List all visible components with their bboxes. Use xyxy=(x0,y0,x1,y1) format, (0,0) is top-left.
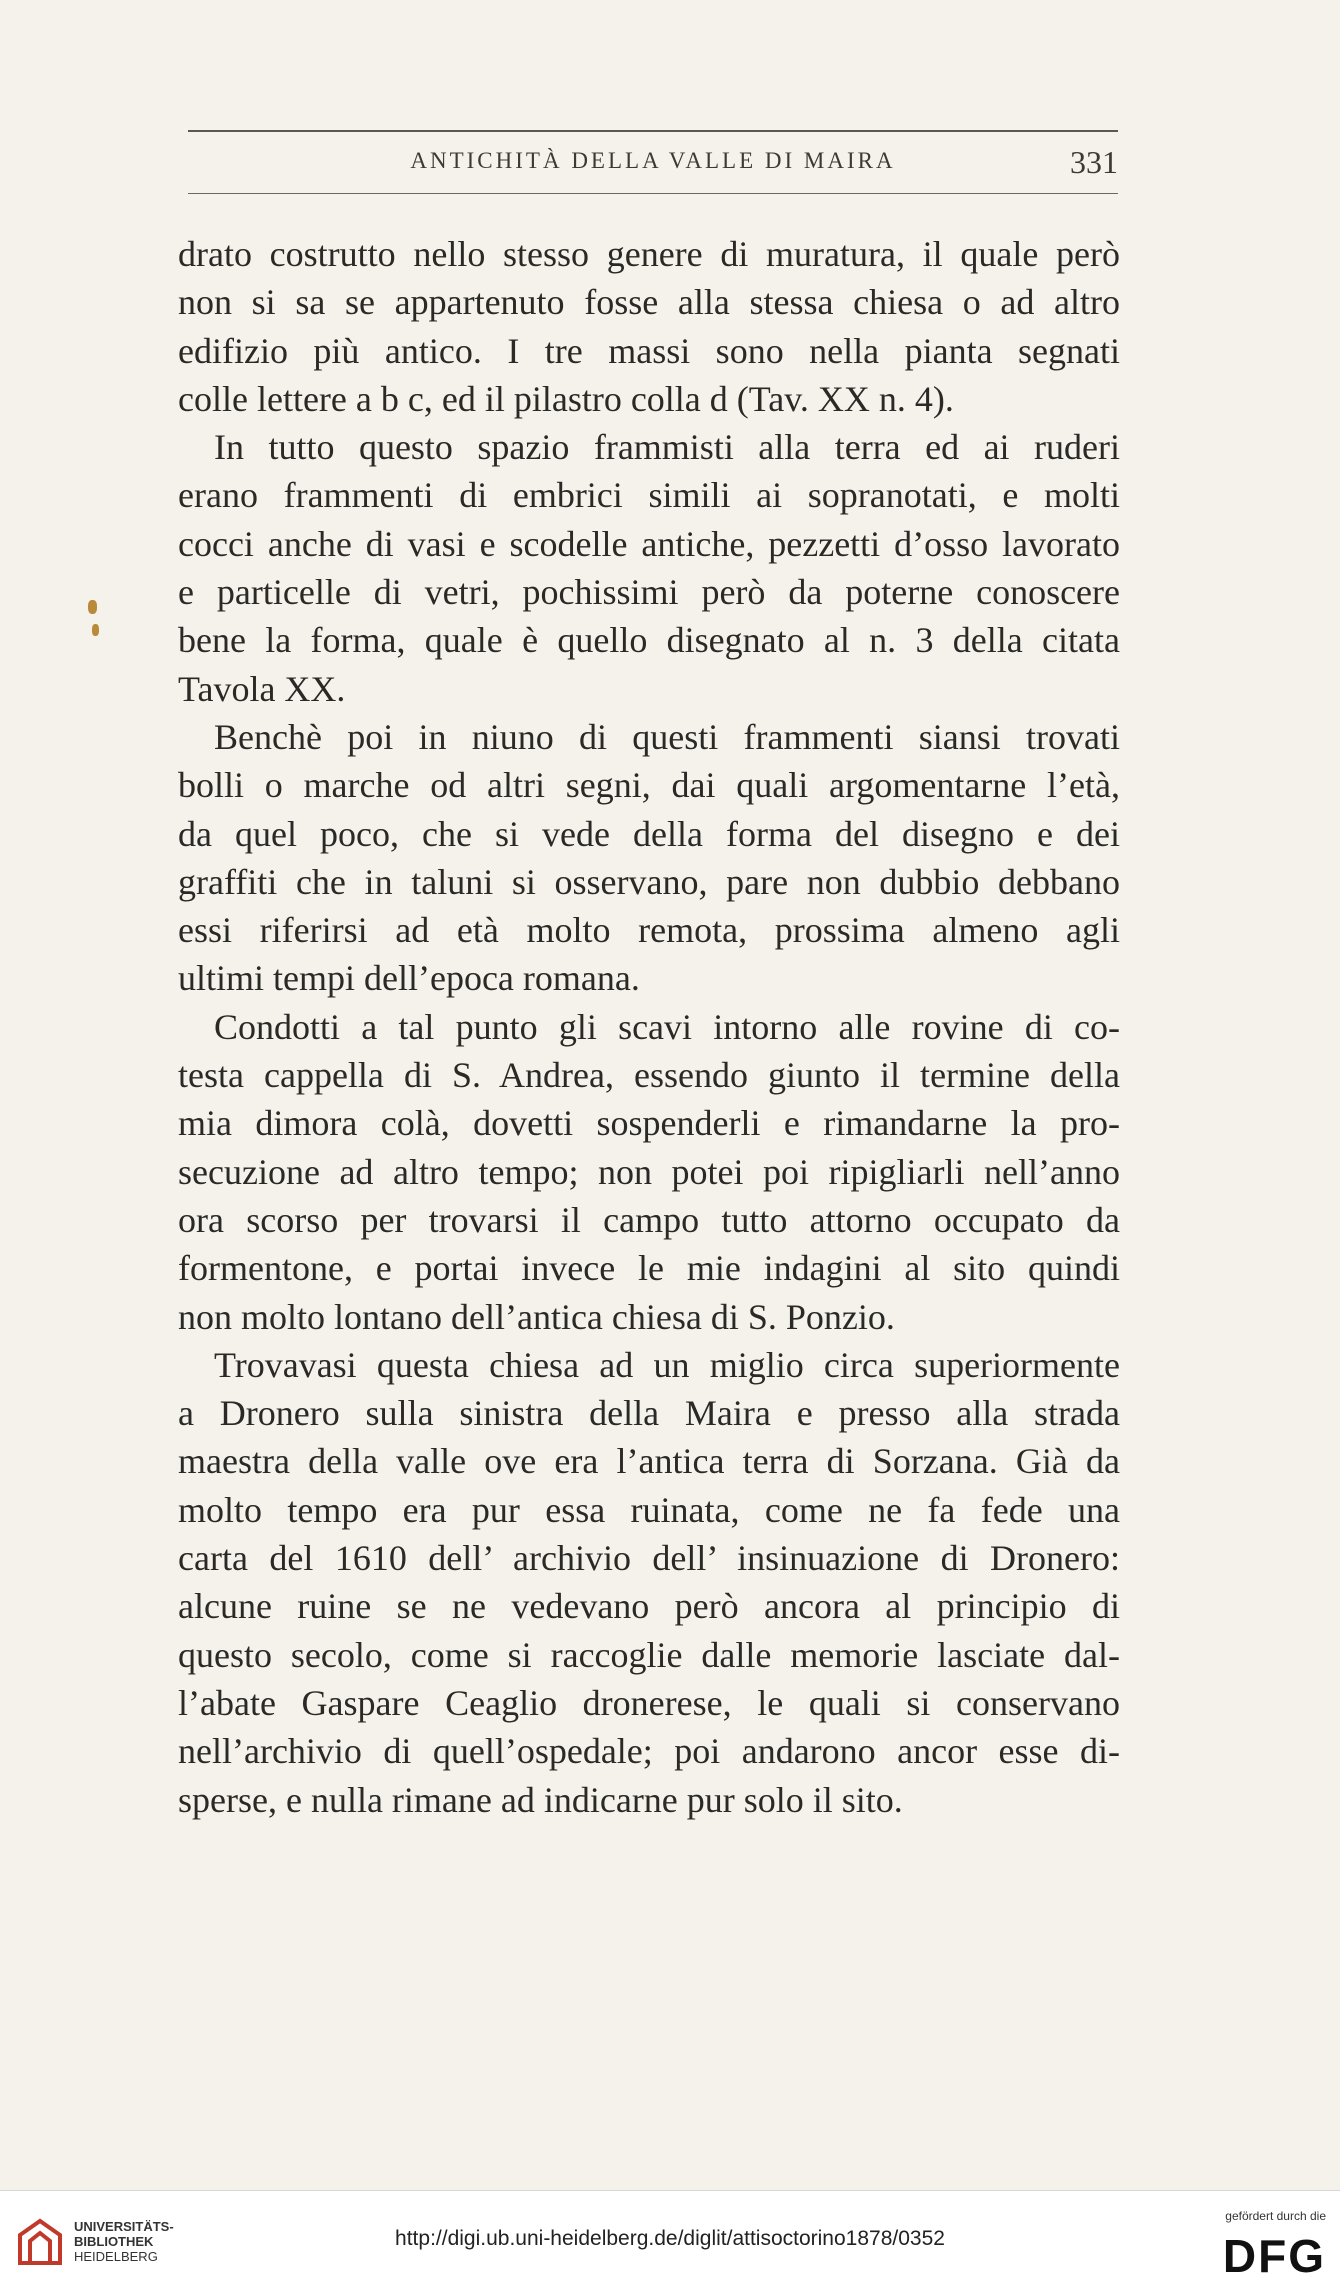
text-line: questo secolo, come si raccoglie dalle memorie lasciate dal- xyxy=(178,1634,1120,1675)
paragraph xyxy=(178,1003,1120,1341)
text-line: colle lettere a b c, ed il pilastro colla d (Tav. XX n. 4). xyxy=(178,378,954,419)
text-line: e particelle di vetri, pochissimi però da poterne conoscere xyxy=(178,572,1120,613)
paragraph xyxy=(178,1341,1120,1824)
page-number: 331 xyxy=(1070,144,1118,180)
running-title: ANTICHITÀ DELLA VALLE DI MAIRA xyxy=(410,148,896,173)
text-line: Benchè poi in niuno di questi frammenti siansi trovati xyxy=(214,716,1120,757)
paragraph xyxy=(178,423,1120,713)
text-line: nell’archivio di quell’ospedale; poi andarono ancor esse di- xyxy=(178,1731,1120,1772)
text-line: In tutto questo spazio frammisti alla terra ed ai ruderi xyxy=(214,427,1120,468)
text-line: mia dimora colà, dovetti sospenderli e rimandarne la pro- xyxy=(178,1103,1120,1144)
university-name-line: HEIDELBERG xyxy=(74,2249,158,2264)
text-line: bene la forma, quale è quello disegnato al n. 3 della citata xyxy=(178,620,1120,661)
paragraph xyxy=(178,230,1120,423)
university-name-line: BIBLIOTHEK xyxy=(74,2234,154,2249)
text-line: secuzione ad altro tempo; non potei poi ripigliarli nell’anno xyxy=(178,1151,1120,1192)
text-line: cocci anche di vasi e scodelle antiche, pezzetti d’osso lavorato xyxy=(178,523,1120,564)
text-line: Tavola XX. xyxy=(178,668,346,709)
header-rule-bottom xyxy=(188,193,1118,194)
text-line: non si sa se appartenuto fosse alla stessa chiesa o ad altro xyxy=(178,282,1120,323)
ink-mark xyxy=(92,624,99,636)
body-text xyxy=(178,230,1120,1824)
funded-by-label: gefördert durch die xyxy=(1225,2209,1326,2223)
text-line: ultimi tempi dell’epoca romana. xyxy=(178,958,640,999)
text-line: essi riferirsi ad età molto remota, prossima almeno agli xyxy=(178,910,1120,951)
footer-bar xyxy=(0,2190,1340,2291)
text-line: Condotti a tal punto gli scavi intorno alle rovine di co- xyxy=(214,1006,1120,1047)
text-line: bolli o marche od altri segni, dai quali argomentarne l’età, xyxy=(178,765,1120,806)
text-line: ora scorso per trovarsi il campo tutto attorno occupato da xyxy=(178,1199,1120,1240)
text-line: graffiti che in taluni si osservano, pare non dubbio debbano xyxy=(178,861,1120,902)
text-line: carta del 1610 dell’ archivio dell’ insinuazione di Dronero: xyxy=(178,1538,1120,1579)
text-line: sperse, e nulla rimane ad indicarne pur solo il sito. xyxy=(178,1779,903,1820)
text-line: formentone, e portai invece le mie indagini al sito quindi xyxy=(178,1248,1120,1289)
running-head xyxy=(188,144,1118,188)
text-line: l’abate Gaspare Ceaglio dronerese, le quali si conservano xyxy=(178,1682,1120,1723)
header-rule-top xyxy=(188,130,1118,132)
text-line: da quel poco, che si vede della forma del disegno e dei xyxy=(178,813,1120,854)
text-line: erano frammenti di embrici simili ai sopranotati, e molti xyxy=(178,475,1120,516)
text-line: testa cappella di S. Andrea, essendo giunto il termine della xyxy=(178,1055,1120,1096)
text-line: drato costrutto nello stesso genere di muratura, il quale però xyxy=(178,234,1120,274)
permalink-url[interactable]: http://digi.ub.uni-heidelberg.de/diglit/attisoctorino1878/0352 xyxy=(395,2227,945,2250)
text-line: a Dronero sulla sinistra della Maira e presso alla strada xyxy=(178,1393,1120,1434)
text-line: non molto lontano dell’antica chiesa di S. Ponzio. xyxy=(178,1296,895,1337)
ink-mark xyxy=(88,600,97,614)
text-line: alcune ruine se ne vedevano però ancora al principio di xyxy=(178,1586,1120,1627)
university-name-line: UNIVERSITÄTS- xyxy=(74,2219,174,2234)
text-line: Trovavasi questa chiesa ad un miglio circa superiormente xyxy=(214,1344,1120,1385)
text-line: edifizio più antico. I tre massi sono nella pianta segnati xyxy=(178,330,1120,371)
text-line: maestra della valle ove era l’antica terra di Sorzana. Già da xyxy=(178,1441,1120,1482)
dfg-logo: DFG xyxy=(1222,2230,1326,2282)
paragraph xyxy=(178,713,1120,1003)
text-line: molto tempo era pur essa ruinata, come ne fa fede una xyxy=(178,1489,1120,1530)
